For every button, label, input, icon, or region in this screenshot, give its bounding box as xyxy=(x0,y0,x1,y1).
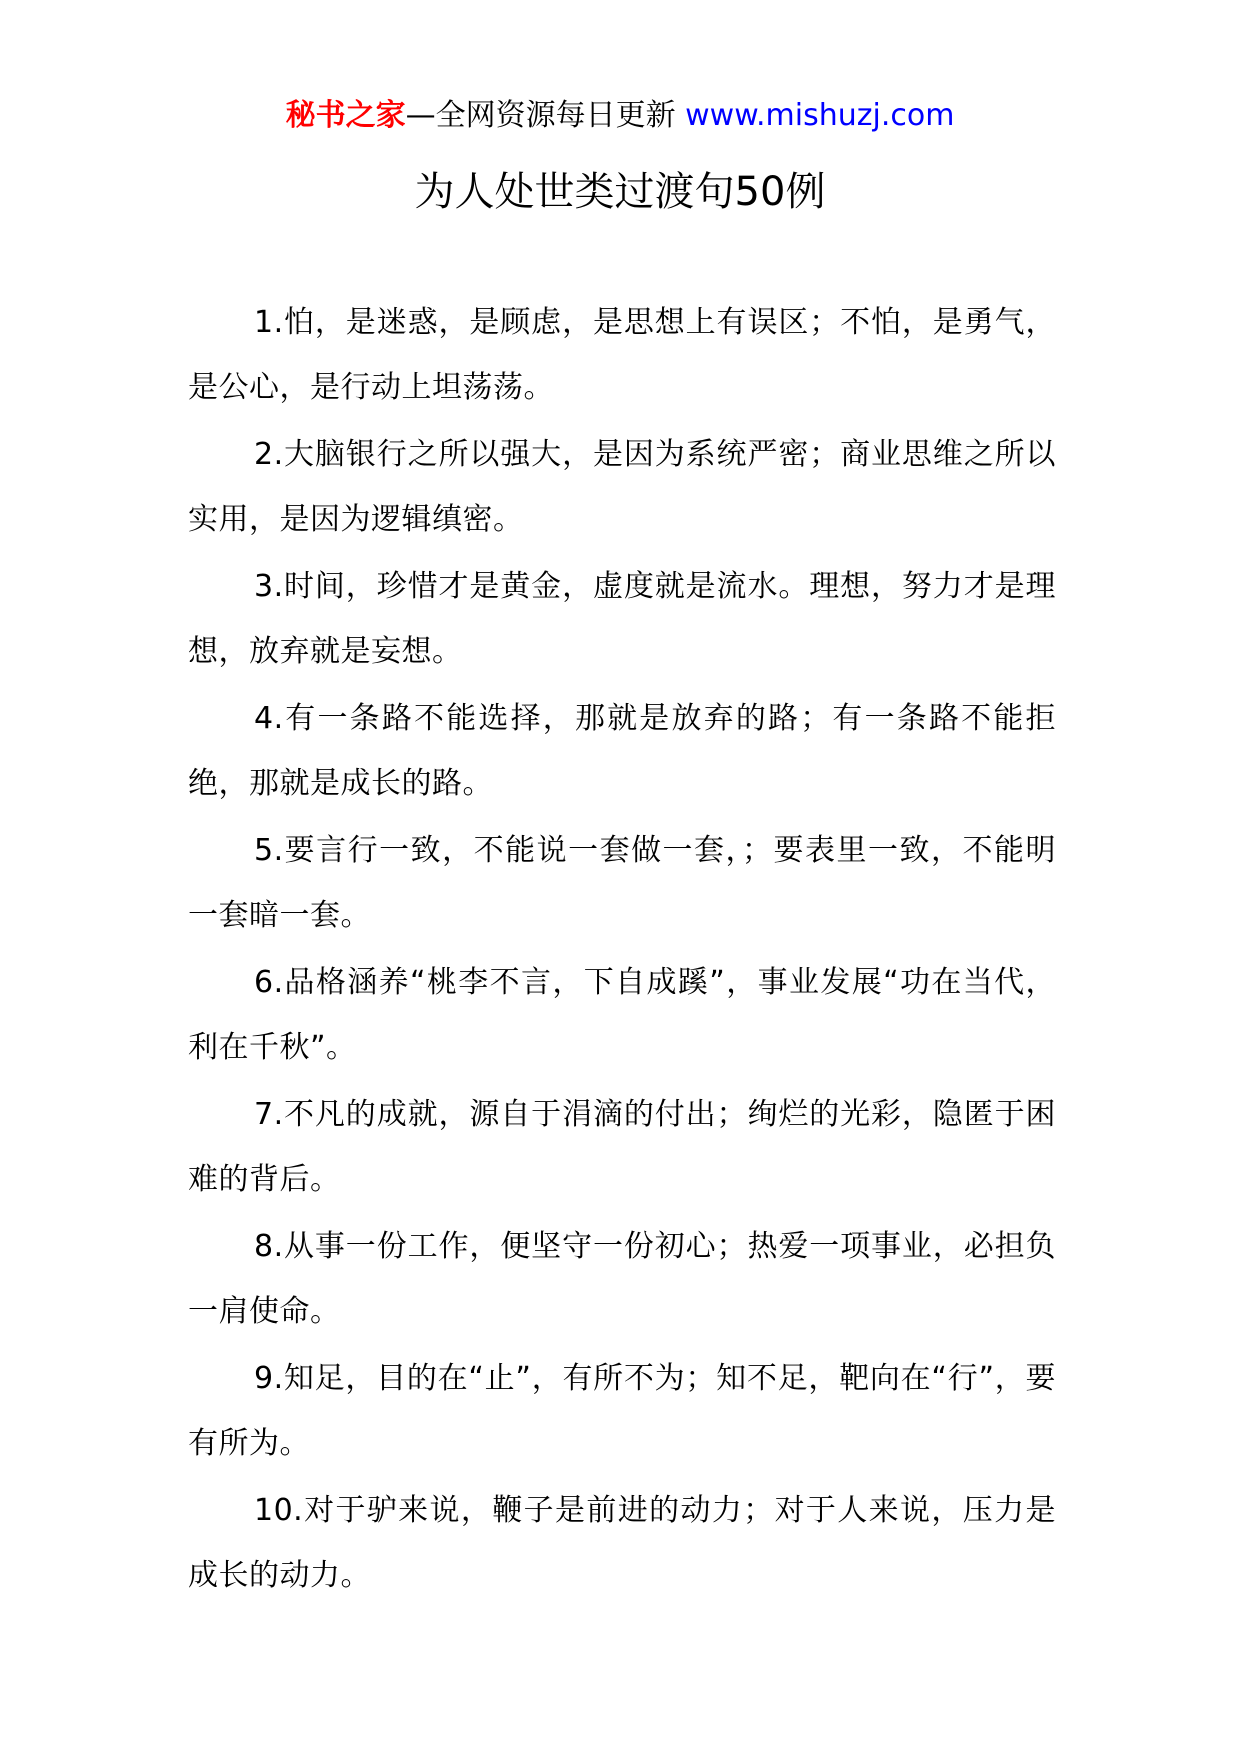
brand-name: 秘书之家 xyxy=(285,98,406,133)
paragraph-5: 5.要言行一致，不能说一套做一套，；要表里一致，不能明一套暗一套。 xyxy=(188,833,1056,933)
paragraph-7: 7.不凡的成就，源自于涓滴的付出；绚烂的光彩，隐匿于困难的背后。 xyxy=(188,1097,1056,1197)
paragraph-2: 2.大脑银行之所以强大，是因为系统严密；商业思维之所以实用，是因为逻辑缜密。 xyxy=(188,437,1056,537)
paragraph-9: 9.知足，目的在“止”，有所不为；知不足，靶向在“行”，要有所为。 xyxy=(188,1361,1056,1461)
paragraph-8: 8.从事一份工作，便坚守一份初心；热爱一项事业，必担负一肩使命。 xyxy=(188,1229,1056,1329)
site-header xyxy=(0,96,1240,136)
paragraph-4: 4.有一条路不能选择，那就是放弃的路；有一条路不能拒绝，那就是成长的路。 xyxy=(188,701,1056,801)
paragraph-10: 10.对于驴来说，鞭子是前进的动力；对于人来说，压力是成长的动力。 xyxy=(188,1493,1056,1593)
site-url-link[interactable]: www.mishuzj.com xyxy=(685,98,955,133)
paragraph-6: 6.品格涵养“桃李不言，下自成蹊”，事业发展“功在当代，利在千秋”。 xyxy=(188,965,1056,1065)
paragraph-3: 3.时间，珍惜才是黄金，虚度就是流水。理想，努力才是理想，放弃就是妄想。 xyxy=(188,569,1056,669)
document-body xyxy=(188,290,1056,1610)
document-title: 为人处世类过渡句50例 xyxy=(414,169,826,215)
paragraph-1: 1.怕，是迷惑，是顾虑，是思想上有误区；不怕，是勇气，是公心，是行动上坦荡荡。 xyxy=(188,305,1056,405)
header-tagline: —全网资源每日更新 xyxy=(405,98,676,133)
